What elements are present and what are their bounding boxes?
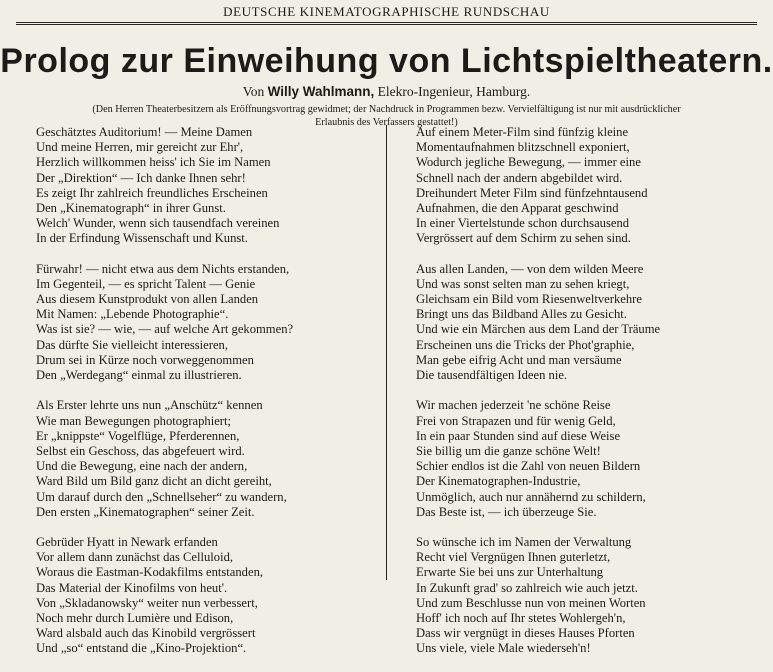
verse-line: Vergrössert auf dem Schirm zu sehen sind. xyxy=(416,231,631,246)
verse-line: Er „knippste“ Vogelflüge, Pferderennen, xyxy=(36,428,240,443)
verse-line: Wodurch jegliche Bewegung, — immer eine xyxy=(416,155,641,170)
verse-line: Und „so“ entstand die „Kino-Projektion“. xyxy=(36,641,247,656)
verse-line: Das Beste ist, — ich überzeuge Sie. xyxy=(416,504,597,519)
poem-column-left xyxy=(36,125,381,672)
verse-line: Der Kinematographen-Industrie, xyxy=(416,474,581,489)
verse-line: Um darauf durch den „Schnellseher“ zu wandern, xyxy=(36,489,287,504)
verse-line: Was ist sie? — wie, — auf welche Art gekommen? xyxy=(36,322,294,337)
verse-line: Als Erster lehrte uns nun „Anschütz“ kennen xyxy=(36,398,263,413)
poem-column-right xyxy=(416,125,761,672)
verse-line: Welch' Wunder, wenn sich tausendfach vereinen xyxy=(36,216,280,231)
verse-line: Uns viele, viele Male wiederseh'n! xyxy=(416,641,591,656)
verse-line: Und meine Herren, mir gereicht zur Ehr', xyxy=(36,140,244,155)
byline-prefix: Von xyxy=(242,84,268,99)
verse-line: Wie man Bewegungen photographiert; xyxy=(36,413,231,428)
verse-line: Das Material der Kinofilms von heut'. xyxy=(36,580,228,595)
verse-line: Den „Kinematograph“ in ihrer Gunst. xyxy=(36,200,226,215)
stanza xyxy=(36,535,381,657)
stanza xyxy=(416,262,761,384)
stanza xyxy=(416,535,761,657)
verse-line: Erscheinen uns die Tricks der Phot'graphie, xyxy=(416,337,635,352)
verse-line: Unmöglich, auch nur annähernd zu schildern, xyxy=(416,489,646,504)
verse-line: Und die Bewegung, eine nach der andern, xyxy=(36,459,248,474)
verse-line: Erwarte Sie bei uns zur Unterhaltung xyxy=(416,565,604,580)
verse-line: Geschätztes Auditorium! — Meine Damen xyxy=(36,125,253,139)
verse-line: Bringt uns das Bildband Alles zu Gesicht. xyxy=(416,307,627,322)
verse-line: Wir machen jederzeit 'ne schöne Reise xyxy=(416,398,611,413)
verse-line: Aufnahmen, die den Apparat geschwind xyxy=(416,200,619,215)
verse-line: Es zeigt Ihr zahlreich freundliches Erscheinen xyxy=(36,185,268,200)
stanza xyxy=(36,262,381,384)
verse-line: Gleichsam ein Bild vom Riesenweltverkehre xyxy=(416,292,642,307)
verse-line: So wünsche ich im Namen der Verwaltung xyxy=(416,535,632,550)
byline xyxy=(0,84,773,100)
verse-line: Auf einem Meter-Film sind fünfzig kleine xyxy=(416,125,629,139)
verse-line: Selbst ein Geschoss, das abgefeuert wird. xyxy=(36,443,245,458)
verse-line: In Zukunft grad' so zahlreich wie auch jetzt. xyxy=(416,580,638,595)
verse-line: Aus diesem Kunstprodukt von allen Landen xyxy=(36,292,259,307)
verse-line: Hoff' ich noch auf Ihr stetes Wohlergeh'n, xyxy=(416,611,626,625)
verse-line: Aus allen Landen, — von dem wilden Meere xyxy=(416,261,644,276)
verse-line: Dass wir vergnügt in dieses Hauses Pforten xyxy=(416,626,635,641)
verse-line: Das dürfte Sie vielleicht interessieren, xyxy=(36,337,228,352)
verse-line: Fürwahr! — nicht etwa aus dem Nichts erstanden, xyxy=(36,261,290,276)
verse-line: Recht viel Vergnügen Ihnen guterletzt, xyxy=(416,550,611,565)
verse-line: In einer Viertelstunde schon durchsausend xyxy=(416,216,630,231)
verse-line: Vor allem dann zunächst das Celluloid, xyxy=(36,550,234,565)
verse-line: Man gebe eifrig Acht und man versäume xyxy=(416,352,622,367)
article-title: Prolog zur Einweihung von Lichtspieltheatern. xyxy=(0,42,773,80)
verse-line: Die tausendfältigen Ideen nie. xyxy=(416,368,568,382)
verse-line: Mit Namen: „Lebende Photographie“. xyxy=(36,307,229,322)
running-head: DEUTSCHE KINEMATOGRAPHISCHE RUNDSCHAU xyxy=(223,4,550,19)
verse-line: In der Erfindung Wissenschaft und Kunst. xyxy=(36,231,248,246)
verse-line: Den ersten „Kinematographen“ seiner Zeit. xyxy=(36,504,255,519)
verse-line: Schnell nach der andern abgebildet wird. xyxy=(416,170,623,185)
verse-line: Im Gegenteil, — es spricht Talent — Genie xyxy=(36,276,256,291)
verse-line: Dreihundert Meter Film sind fünfzehntausend xyxy=(416,185,648,200)
verse-line: Und zum Beschlusse nun von meinen Worten xyxy=(416,595,646,610)
verse-line: Ward Bild um Bild ganz dicht an dicht gereiht, xyxy=(36,474,272,489)
verse-line: Drum sei in Kürze noch vorweggenommen xyxy=(36,352,254,367)
verse-line: Schier endlos ist die Zahl von neuen Bildern xyxy=(416,459,641,474)
note-line: Erlaubnis des Verfassers gestattet!) xyxy=(315,116,458,128)
verse-line: Gebrüder Hyatt in Newark erfanden xyxy=(36,535,218,550)
stanza xyxy=(416,125,761,247)
verse-line: Von „Skladanowsky“ weiter nun verbessert, xyxy=(36,595,258,610)
verse-line: Und was sonst selten man zu sehen kriegt, xyxy=(416,276,630,291)
byline-suffix: Elekro-Ingenieur, Hamburg. xyxy=(374,84,531,99)
verse-line: Momentaufnahmen blitzschnell exponiert, xyxy=(416,140,630,155)
stanza xyxy=(36,398,381,520)
verse-line: Der „Direktion“ — Ich danke Ihnen sehr! xyxy=(36,170,246,185)
verse-line: Und wie ein Märchen aus dem Land der Träume xyxy=(416,322,661,337)
verse-line: Frei von Strapazen und für wenig Geld, xyxy=(416,413,616,428)
stanza xyxy=(416,398,761,520)
verse-line: Herzlich willkommen heiss' ich Sie im Namen xyxy=(36,155,271,170)
stanza xyxy=(36,125,381,247)
header-rule xyxy=(16,22,757,25)
verse-line: Sie billig um die ganze schöne Welt! xyxy=(416,443,601,458)
verse-line: Noch mehr durch Lumière und Edison, xyxy=(36,611,234,625)
verse-line: Woraus die Eastman-Kodakfilms entstanden, xyxy=(36,565,264,580)
column-divider xyxy=(386,125,387,580)
author-name: Willy Wahlmann, xyxy=(267,84,375,99)
verse-line: In ein paar Stunden sind auf diese Weise xyxy=(416,428,621,443)
note-line: (Den Herren Theaterbesitzern als Eröffnungsvortrag gewidmet; der Nachdruck in Programmen bezw. Vervielfältigung ist nur mit ausdrücklicher xyxy=(92,104,681,115)
verse-line: Den „Werdegang“ einmal zu illustrieren. xyxy=(36,368,242,382)
verse-line: Ward alsbald auch das Kinobild vergrössert xyxy=(36,626,256,641)
